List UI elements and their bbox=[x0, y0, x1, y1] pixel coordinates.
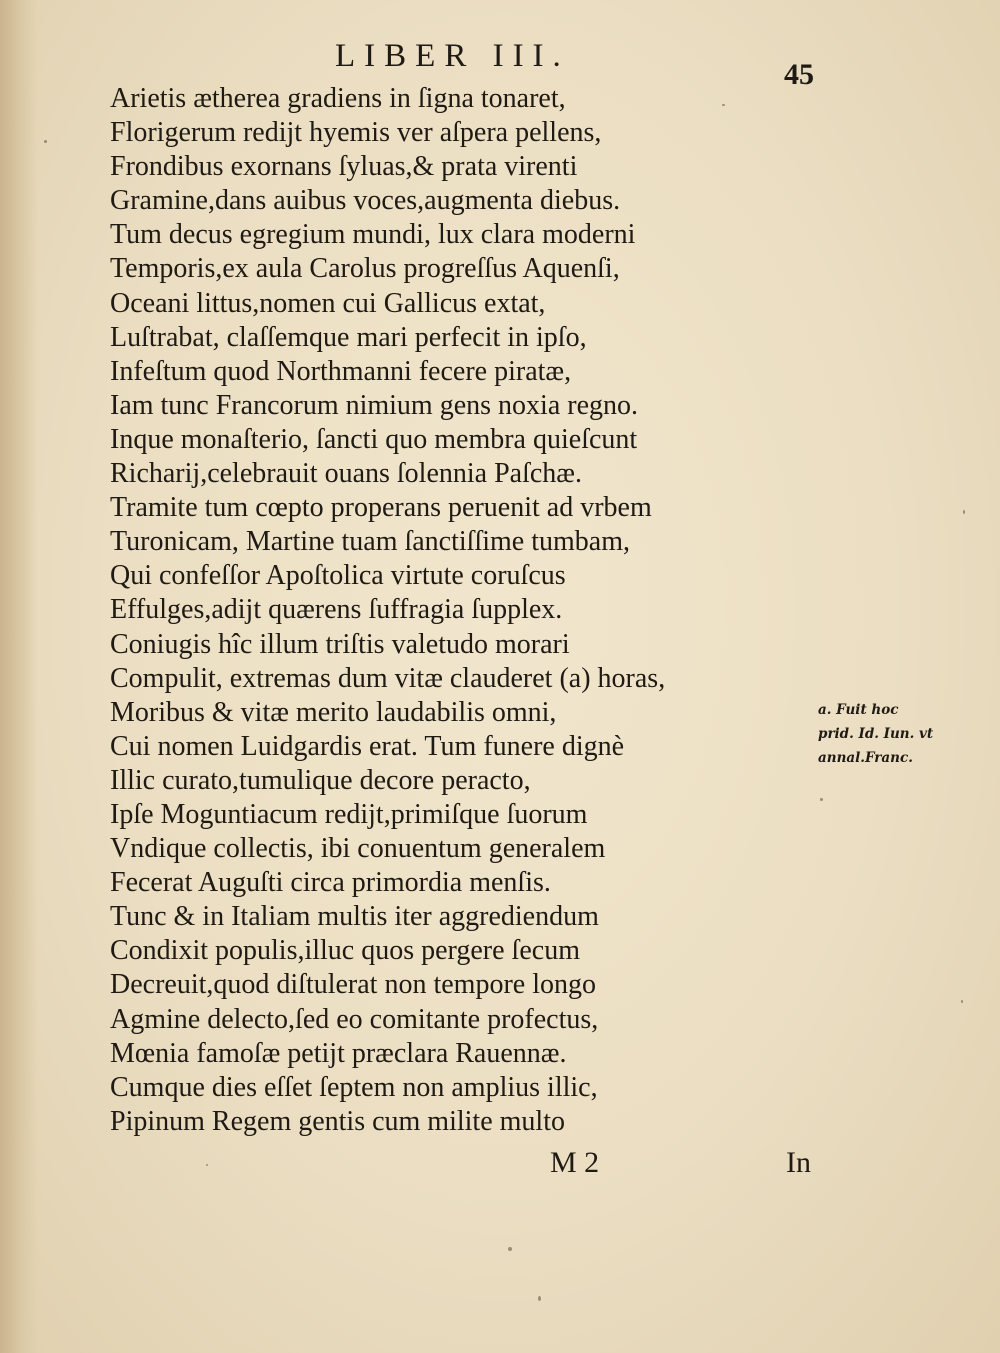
verse-line: Moribus & vitæ merito laudabilis omni, bbox=[110, 696, 557, 728]
verse-line: Fecerat Auguſti circa primordia menſis. bbox=[110, 867, 551, 899]
verse-line: Illic curato,tumulique decore peracto, bbox=[110, 764, 531, 796]
verse-line: Arietis ætherea gradiens in ſigna tonaret, bbox=[110, 83, 566, 114]
verse-text-block bbox=[110, 82, 770, 1139]
marginal-note-line: annal.Franc. bbox=[818, 750, 913, 766]
verse-line: Decreuit,quod diſtulerat non tempore longo bbox=[110, 969, 596, 1001]
paper-speck bbox=[44, 140, 47, 143]
verse-line: Pipinum Regem gentis cum milite multo bbox=[110, 1105, 565, 1137]
verse-line: Tum decus egregium mundi, lux clara moderni bbox=[110, 219, 636, 251]
running-head: LIBER III. bbox=[335, 38, 570, 74]
catchword: In bbox=[786, 1146, 811, 1179]
paper-speck bbox=[538, 1296, 541, 1301]
signature-mark: M 2 bbox=[550, 1146, 600, 1179]
verse-line: Coniugis hîc illum triſtis valetudo morari bbox=[110, 628, 570, 660]
verse-line: Oceani littus,nomen cui Gallicus extat, bbox=[110, 287, 546, 319]
verse-line: Luſtrabat, claſſemque mari perfecit in ipſo, bbox=[110, 321, 587, 353]
page-number: 45 bbox=[784, 58, 814, 91]
paper-speck bbox=[508, 1247, 512, 1251]
paper-speck bbox=[206, 1164, 208, 1166]
verse-line: Cumque dies eſſet ſeptem non amplius illic, bbox=[110, 1071, 598, 1103]
verse-line: Qui confeſſor Apoſtolica virtute coruſcus bbox=[110, 560, 566, 592]
verse-line: Vndique collectis, ibi conuentum generalem bbox=[110, 833, 606, 865]
paper-speck bbox=[961, 1000, 963, 1003]
verse-line: Turonicam, Martine tuam ſanctiſſime tumbam, bbox=[110, 526, 630, 558]
verse-line: Iam tunc Francorum nimium gens noxia regno. bbox=[110, 389, 638, 421]
verse-line: Frondibus exornans ſyluas,& prata virenti bbox=[110, 151, 578, 183]
verse-line: Richarij,celebrauit ouans ſolennia Paſchæ. bbox=[110, 458, 582, 490]
marginal-note bbox=[818, 698, 978, 770]
verse-line: Compulit, extremas dum vitæ clauderet (a) horas, bbox=[110, 662, 666, 694]
verse-line: Temporis,ex aula Carolus progreſſus Aquenſi, bbox=[110, 253, 620, 285]
verse-line: Effulges,adijt quærens ſuffragia ſupplex. bbox=[110, 594, 563, 626]
page-edge-shading bbox=[0, 0, 38, 1353]
marginal-note-line: prid. Id. Iun. vt bbox=[818, 726, 934, 742]
verse-line: Mœnia famoſæ petijt præclara Rauennæ. bbox=[110, 1037, 567, 1069]
verse-line: Tramite tum cœpto properans peruenit ad vrbem bbox=[110, 492, 652, 524]
verse-line: Condixit populis,illuc quos pergere ſecum bbox=[110, 935, 580, 967]
verse-line: Tunc & in Italiam multis iter aggrediendum bbox=[110, 901, 599, 933]
verse-line: Agmine delecto,ſed eo comitante profectus, bbox=[110, 1003, 599, 1035]
paper-speck bbox=[963, 510, 965, 514]
verse-line: Florigerum rediјt hyemis ver aſpera pellens, bbox=[110, 117, 602, 149]
verse-line: Gramine,dans auibus voces,augmenta diebus. bbox=[110, 185, 621, 217]
marginal-note-line: a. Fuit hoc bbox=[818, 702, 899, 718]
paper-speck bbox=[722, 104, 725, 106]
verse-line: Cui nomen Luidgardis erat. Tum funere dignè bbox=[110, 730, 625, 762]
verse-line: Ipſe Moguntiacum rediјt,primiſque ſuorum bbox=[110, 798, 588, 830]
verse-line: Infeſtum quod Northmanni fecere piratæ, bbox=[110, 355, 572, 387]
paper-speck bbox=[820, 798, 823, 801]
verse-line: Inque monaſterio, ſancti quo membra quieſcunt bbox=[110, 423, 638, 455]
